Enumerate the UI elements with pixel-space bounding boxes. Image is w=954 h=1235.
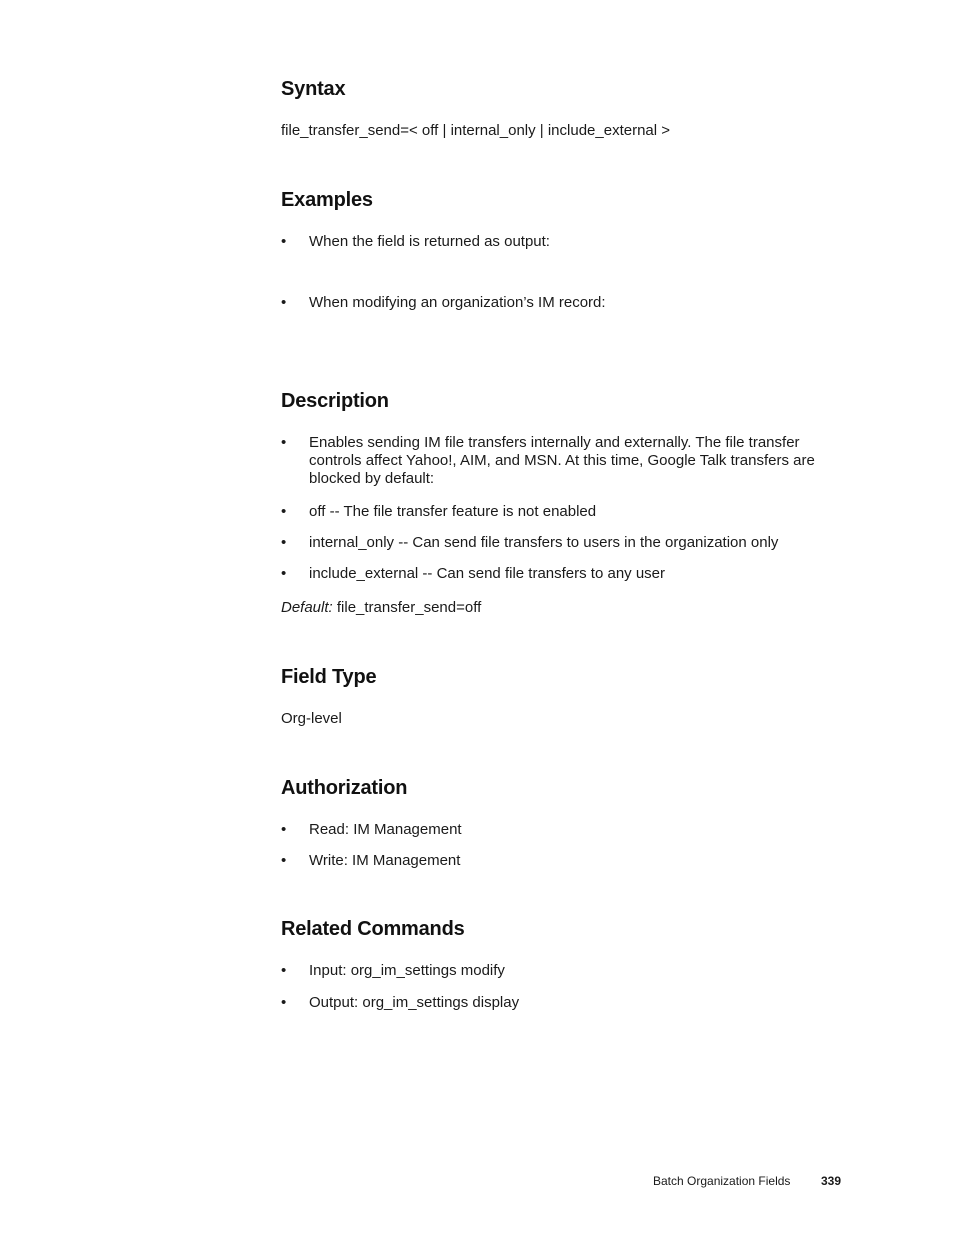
bullet-glyph: •	[281, 821, 287, 838]
default-label: Default:	[281, 599, 333, 616]
default-value: file_transfer_send=off	[336, 599, 482, 616]
examples-item-modify	[281, 294, 841, 312]
related-commands-item-output	[281, 994, 841, 1012]
authorization-heading: Authorization	[281, 777, 408, 799]
bullet-glyph: •	[281, 434, 287, 451]
description-item-include-external	[281, 565, 841, 583]
related-commands-heading: Related Commands	[281, 918, 465, 940]
authorization-item-write	[281, 852, 841, 870]
field-type-heading: Field Type	[281, 666, 377, 688]
examples-item-text: When the field is returned as output:	[309, 233, 550, 250]
examples-item-text: When modifying an organization’s IM record:	[309, 294, 606, 311]
default-line	[281, 599, 481, 617]
bullet-glyph: •	[281, 962, 287, 979]
syntax-text: file_transfer_send=< off | internal_only | include_external >	[281, 122, 671, 139]
bullet-glyph: •	[281, 534, 287, 551]
page-number: 339	[821, 1174, 842, 1188]
bullet-glyph: •	[281, 294, 287, 311]
description-item-internal-only	[281, 534, 841, 552]
authorization-item-text: Read: IM Management	[309, 821, 462, 838]
footer-title: Batch Organization Fields	[653, 1174, 791, 1188]
related-commands-item-text: Output: org_im_settings display	[309, 994, 520, 1011]
bullet-glyph: •	[281, 503, 287, 520]
description-item-off	[281, 503, 841, 521]
description-item-text: internal_only -- Can send file transfers to users in the organization only	[309, 534, 779, 551]
description-heading: Description	[281, 390, 389, 412]
syntax-heading: Syntax	[281, 78, 346, 100]
examples-item-output	[281, 233, 841, 251]
description-item-text: off -- The file transfer feature is not enabled	[309, 503, 597, 520]
description-item-text: Enables sending IM file transfers internally and externally. The file transfer controls affect Yahoo!, AIM, and MSN. At this time, Google Talk transfers are blocked by default:	[309, 434, 815, 487]
description-item-enables	[281, 434, 841, 488]
authorization-item-text: Write: IM Management	[309, 852, 461, 869]
related-commands-item-text: Input: org_im_settings modify	[309, 962, 505, 979]
bullet-glyph: •	[281, 565, 287, 582]
related-commands-item-input	[281, 962, 841, 980]
field-type-text: Org-level	[281, 710, 342, 727]
description-item-text: include_external -- Can send file transfers to any user	[309, 565, 666, 582]
examples-heading: Examples	[281, 189, 373, 211]
bullet-glyph: •	[281, 994, 287, 1011]
authorization-item-read	[281, 821, 841, 839]
bullet-glyph: •	[281, 233, 287, 250]
bullet-glyph: •	[281, 852, 287, 869]
